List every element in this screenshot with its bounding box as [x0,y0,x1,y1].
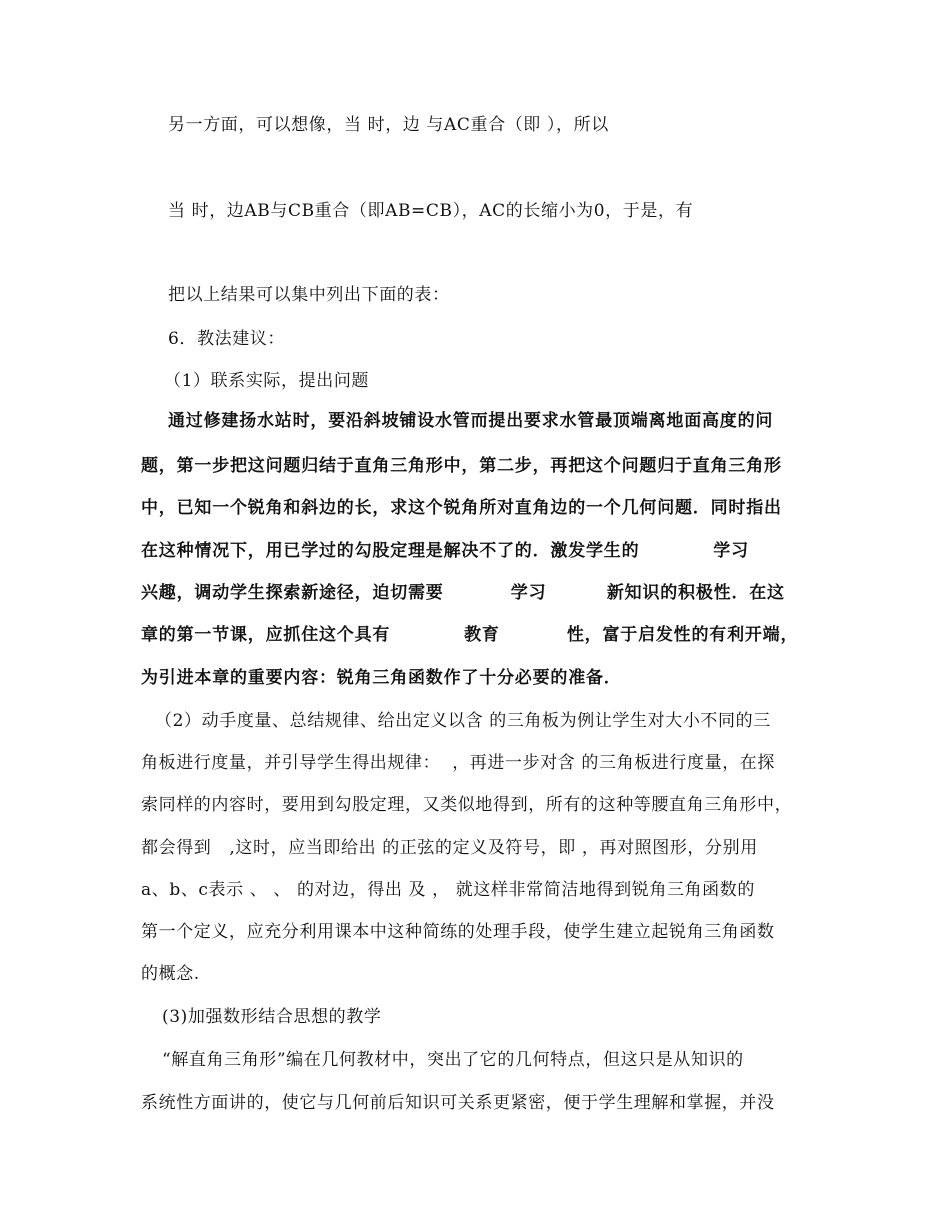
bold-paragraph-line: 通过修建扬水站时，要沿斜坡铺设水管而提出要求水管最顶端离地面高度的问 [168,411,774,431]
paragraph-line: 都会得到 ,这时，应当即给出 的正弦的定义及符号，即 ，再对照图形，分别用 [141,838,758,858]
bold-paragraph-line: 为引进本章的重要内容：锐角三角函数作了十分必要的准备． [141,668,622,688]
bold-paragraph-line: 章的第一节课，应抓住这个具有 教育 性，富于启发性的有利开端， [141,625,799,645]
bold-paragraph-line: 题，第一步把这问题归结于直角三角形中，第二步，再把这个问题归于直角三角形 [141,456,782,476]
subsection-heading: (3)加强数形结合思想的教学 [162,1007,382,1027]
text-line: 当 时，边AB与CB重合（即AB=CB），AC的长缩小为0，于是，有 [168,201,694,221]
paragraph-line: 第一个定义，应充分利用课本中这种简练的处理手段，使学生建立起锐角三角函数 [141,922,775,942]
bold-paragraph-line: 在这种情况下，用已学过的勾股定理是解决不了的．激发学生的 学习 [141,541,749,561]
paragraph-line: 角板进行度量，并引导学生得出规律： ，再进一步对含 的三角板进行度量，在探 [141,753,776,773]
section-heading: 6．教法建议： [168,329,286,349]
bold-paragraph-line: 兴趣，调动学生探索新途径，迫切需要 学习 新知识的积极性．在这 [141,583,785,603]
subsection-heading: （1）联系实际，提出问题 [164,371,370,391]
paragraph-line: （2）动手度量、总结规律、给出定义以含 的三角板为例让学生对大小不同的三 [155,711,771,731]
text-line: 另一方面，可以想像，当 时，边 与AC重合（即 ），所以 [168,115,609,135]
paragraph-line: 系统性方面讲的，使它与几何前后知识可关系更紧密，便于学生理解和掌握，并没 [141,1093,775,1113]
paragraph-line: 的概念. [141,964,200,984]
bold-paragraph-line: 中，已知一个锐角和斜边的长，求这个锐角所对直角边的一个几何问题．同时指出 [141,498,782,518]
paragraph-line: a、b、c表示 、 、 的对边，得出 及 ， 就这样非常简洁地得到锐角三角函数的 [141,880,755,900]
paragraph-line: “解直角三角形”编在几何教材中，突出了它的几何特点，但这只是从知识的 [162,1050,744,1070]
paragraph-line: 索同样的内容时，要用到勾股定理，又类似地得到，所有的这种等腰直角三角形中， [141,795,793,815]
text-line: 把以上结果可以集中列出下面的表： [168,285,450,305]
